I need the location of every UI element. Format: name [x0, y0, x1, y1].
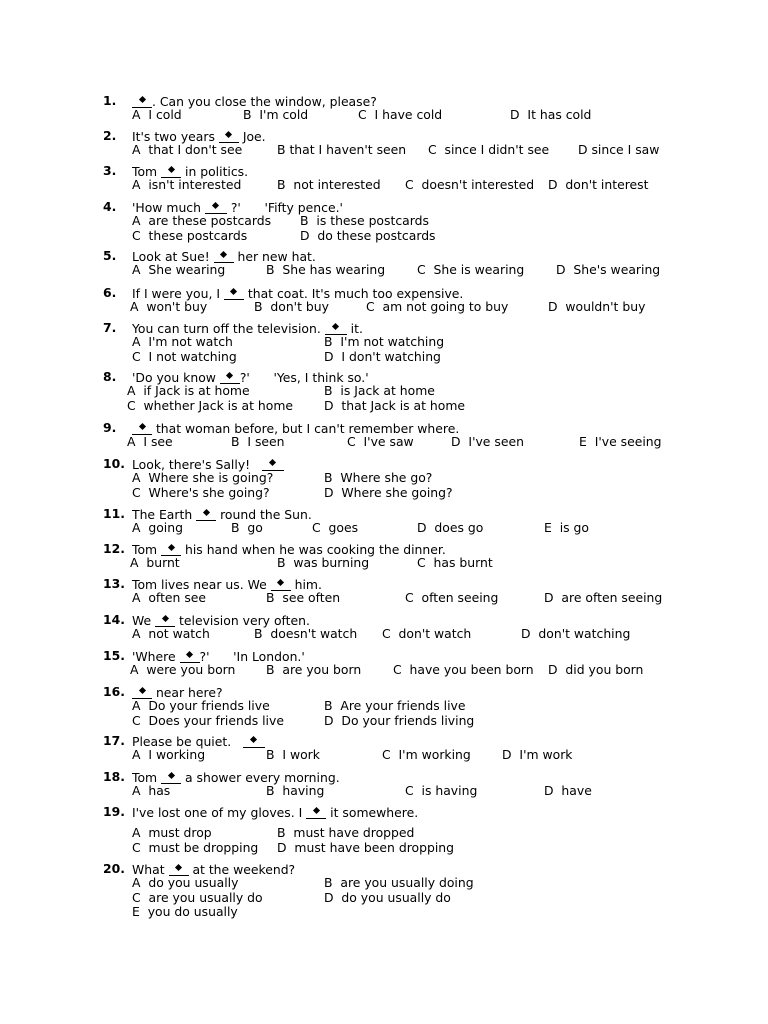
answer-option[interactable]: C Where's she going?: [132, 484, 270, 500]
answer-option[interactable]: C She is wearing: [417, 262, 525, 278]
answer-blank[interactable]: [325, 321, 347, 335]
stem-text-before: If I were you, I: [132, 286, 224, 301]
stem-text-before: It's two years: [132, 129, 219, 144]
answer-blank[interactable]: [214, 249, 234, 263]
answer-option[interactable]: A She wearing: [132, 262, 226, 278]
answer-option[interactable]: A not watch: [132, 626, 210, 642]
question-stem: [132, 862, 295, 876]
answer-option[interactable]: D Do your friends living: [324, 712, 475, 728]
answer-option[interactable]: B I'm not watching: [324, 334, 445, 350]
stem-text-after: television very often.: [175, 613, 310, 628]
answer-option[interactable]: B doesn't watch: [254, 626, 358, 642]
answer-option[interactable]: D does go: [417, 520, 484, 536]
blank-marker-icon: [203, 509, 210, 516]
answer-option[interactable]: C I've saw: [347, 434, 414, 450]
answer-option[interactable]: A must drop: [132, 825, 212, 841]
question-stem: [132, 370, 369, 384]
answer-option[interactable]: E I've seeing: [579, 434, 662, 450]
answer-option[interactable]: C are you usually do: [132, 889, 263, 905]
question-number: 15.: [103, 648, 125, 663]
question-number: 12.: [103, 541, 125, 556]
answer-option[interactable]: B Where she go?: [324, 470, 433, 486]
stem-text-after: her new hat.: [233, 249, 316, 264]
answer-option[interactable]: B not interested: [277, 177, 381, 193]
answer-option[interactable]: A that I don't see: [132, 142, 243, 158]
question-stem: [132, 129, 266, 143]
answer-option[interactable]: D since I saw: [578, 142, 660, 158]
answer-option[interactable]: D don't watching: [521, 626, 631, 642]
answer-option[interactable]: A I'm not watch: [132, 334, 233, 350]
stem-text-after: that woman before, but I can't remember where.: [152, 421, 460, 436]
answer-option[interactable]: A are these postcards: [132, 213, 272, 229]
answer-option[interactable]: A Where she is going?: [132, 470, 274, 486]
question-stem: [132, 457, 284, 471]
answer-option[interactable]: B is these postcards: [300, 213, 429, 229]
question-stem: [132, 577, 322, 591]
blank-marker-icon: [269, 459, 276, 466]
stem-text-before: You can turn off the television.: [132, 321, 325, 336]
answer-blank[interactable]: [169, 862, 189, 876]
blank-marker-icon: [225, 131, 232, 138]
answer-option[interactable]: E is go: [544, 520, 589, 536]
question-number: 9.: [103, 420, 117, 435]
answer-option[interactable]: C must be dropping: [132, 839, 259, 855]
answer-option[interactable]: B is Jack at home: [324, 383, 435, 399]
answer-option[interactable]: D that Jack is at home: [324, 397, 466, 413]
answer-option[interactable]: C am not going to buy: [366, 299, 509, 315]
answer-option[interactable]: E you do usually: [132, 903, 238, 919]
question-number: 5.: [103, 248, 117, 263]
blank-marker-icon: [186, 651, 193, 658]
answer-blank[interactable]: [196, 507, 216, 521]
answer-option[interactable]: A has: [132, 783, 171, 799]
blank-marker-icon: [168, 772, 175, 779]
stem-text-before: Tom: [132, 770, 162, 785]
stem-text-before: The Earth: [132, 507, 197, 522]
stem-text-before: 'Do you know: [132, 370, 220, 385]
answer-blank[interactable]: [205, 200, 227, 214]
answer-option[interactable]: A I working: [132, 747, 206, 763]
question-stem: [132, 321, 363, 335]
question-stem: [132, 734, 265, 748]
answer-blank[interactable]: [161, 770, 181, 784]
question-stem: [132, 805, 418, 819]
blank-marker-icon: [168, 166, 175, 173]
stem-text-after: Joe.: [238, 129, 266, 144]
answer-option[interactable]: D Where she going?: [324, 484, 453, 500]
question-stem: [132, 770, 340, 784]
answer-option[interactable]: D don't interest: [548, 177, 649, 193]
stem-text-after: it.: [346, 321, 363, 336]
blank-marker-icon: [175, 864, 182, 871]
question-number: 1.: [103, 93, 117, 108]
stem-text-after: him.: [290, 577, 322, 592]
answer-option[interactable]: B are you born: [266, 662, 362, 678]
answer-option[interactable]: D did you born: [548, 662, 644, 678]
answer-option[interactable]: B I seen: [231, 434, 285, 450]
question-number: 14.: [103, 612, 125, 627]
question-number: 7.: [103, 320, 117, 335]
answer-option[interactable]: C doesn't interested: [405, 177, 535, 193]
question-stem: [132, 200, 343, 214]
stem-text-before: Tom: [132, 542, 162, 557]
answer-option[interactable]: B see often: [266, 590, 341, 606]
stem-text-after: it somewhere.: [326, 805, 419, 820]
answer-blank[interactable]: [220, 370, 240, 384]
answer-blank[interactable]: [219, 129, 239, 143]
answer-option[interactable]: A do you usually: [132, 875, 239, 891]
stem-text-before: I've lost one of my gloves. I: [132, 805, 307, 820]
stem-text-before: 'How much: [132, 200, 205, 215]
blank-marker-icon: [220, 251, 227, 258]
answer-blank[interactable]: [132, 685, 152, 699]
question-stem: [132, 249, 316, 263]
answer-option[interactable]: A were you born: [130, 662, 236, 678]
answer-option[interactable]: C don't watch: [382, 626, 472, 642]
answer-option[interactable]: A I see: [127, 434, 173, 450]
question-number: 13.: [103, 576, 125, 591]
blank-marker-icon: [277, 579, 284, 586]
answer-option[interactable]: A often see: [132, 590, 207, 606]
answer-blank[interactable]: [180, 649, 200, 663]
answer-option[interactable]: D I've seen: [451, 434, 524, 450]
answer-option[interactable]: D wouldn't buy: [548, 299, 646, 315]
answer-option[interactable]: D It has cold: [510, 107, 592, 123]
answer-option[interactable]: D are often seeing: [544, 590, 663, 606]
answer-option[interactable]: C I'm working: [382, 747, 471, 763]
answer-option[interactable]: C is having: [405, 783, 478, 799]
stem-text-after: that coat. It's much too expensive.: [243, 286, 464, 301]
answer-option[interactable]: B that I haven't seen: [277, 142, 407, 158]
stem-text-before: What: [132, 862, 169, 877]
stem-text-before: We: [132, 613, 156, 628]
answer-option[interactable]: C whether Jack is at home: [127, 397, 294, 413]
answer-option[interactable]: C has burnt: [417, 555, 493, 571]
answer-option[interactable]: C I not watching: [132, 348, 237, 364]
answer-option[interactable]: C have you been born: [393, 662, 534, 678]
blank-marker-icon: [138, 687, 145, 694]
answer-blank[interactable]: [262, 457, 284, 471]
answer-blank[interactable]: [155, 613, 175, 627]
answer-option[interactable]: B I work: [266, 747, 320, 763]
blank-marker-icon: [162, 615, 169, 622]
answer-option[interactable]: D must have been dropping: [277, 839, 454, 855]
stem-text-before: 'Where: [132, 649, 180, 664]
stem-text-after: . Can you close the window, please?: [152, 94, 377, 109]
question-stem: [132, 542, 446, 556]
stem-text-after: ?' 'Yes, I think so.': [239, 370, 369, 385]
question-stem: [132, 164, 248, 178]
blank-marker-icon: [168, 544, 175, 551]
question-number: 3.: [103, 163, 117, 178]
question-number: 8.: [103, 369, 117, 384]
stem-text-after: his hand when he was cooking the dinner.: [181, 542, 446, 557]
blank-marker-icon: [212, 202, 219, 209]
question-stem: [132, 94, 377, 108]
question-stem: [132, 507, 312, 521]
stem-text-before: Look, there's Sally!: [132, 457, 262, 472]
answer-option[interactable]: B don't buy: [254, 299, 329, 315]
answer-option[interactable]: B go: [231, 520, 263, 536]
answer-option[interactable]: B I'm cold: [243, 107, 309, 123]
stem-text-after: round the Sun.: [216, 507, 312, 522]
stem-text-after: ?' 'In London.': [199, 649, 305, 664]
answer-option[interactable]: C I have cold: [358, 107, 443, 123]
answer-option[interactable]: D I don't watching: [324, 348, 441, 364]
answer-option[interactable]: A I cold: [132, 107, 182, 123]
stem-text-after: near here?: [152, 685, 223, 700]
answer-option[interactable]: A isn't interested: [132, 177, 242, 193]
blank-marker-icon: [230, 288, 237, 295]
stem-text-after: ?' 'Fifty pence.': [226, 200, 343, 215]
answer-option[interactable]: D do you usually do: [324, 889, 451, 905]
stem-text-before: Please be quiet.: [132, 734, 243, 749]
answer-blank[interactable]: [161, 542, 181, 556]
answer-option[interactable]: B must have dropped: [277, 825, 415, 841]
answer-option[interactable]: C often seeing: [405, 590, 499, 606]
stem-text-after: a shower every morning.: [181, 770, 340, 785]
question-stem: [132, 286, 463, 300]
stem-text-before: Look at Sue!: [132, 249, 214, 264]
question-number: 6.: [103, 285, 117, 300]
question-number: 4.: [103, 199, 117, 214]
blank-marker-icon: [332, 323, 339, 330]
question-number: 20.: [103, 861, 125, 876]
question-stem: [132, 613, 310, 627]
answer-option[interactable]: B Are your friends live: [324, 698, 466, 714]
answer-blank[interactable]: [243, 734, 265, 748]
answer-option[interactable]: D do these postcards: [300, 227, 436, 243]
question-number: 11.: [103, 506, 125, 521]
stem-text-after: at the weekend?: [188, 862, 296, 877]
answer-option[interactable]: B are you usually doing: [324, 875, 474, 891]
blank-marker-icon: [138, 423, 145, 430]
blank-marker-icon: [250, 736, 257, 743]
answer-option[interactable]: C since I didn't see: [428, 142, 550, 158]
answer-option[interactable]: D She's wearing: [556, 262, 661, 278]
answer-option[interactable]: C Does your friends live: [132, 712, 284, 728]
question-number: 10.: [103, 456, 125, 471]
question-number: 2.: [103, 128, 117, 143]
question-stem: [132, 421, 459, 435]
question-number: 19.: [103, 804, 125, 819]
blank-marker-icon: [226, 372, 233, 379]
answer-blank[interactable]: [306, 805, 326, 819]
answer-option[interactable]: D I'm work: [502, 747, 573, 763]
answer-option[interactable]: A going: [132, 520, 183, 536]
question-number: 16.: [103, 684, 125, 699]
stem-text-before: Tom: [132, 164, 162, 179]
answer-option[interactable]: A Do your friends live: [132, 698, 270, 714]
answer-blank[interactable]: [132, 421, 152, 435]
answer-blank[interactable]: [224, 286, 244, 300]
answer-option[interactable]: A won't buy: [130, 299, 208, 315]
answer-blank[interactable]: [161, 164, 181, 178]
blank-marker-icon: [313, 807, 320, 814]
answer-option[interactable]: B was burning: [277, 555, 370, 571]
answer-option[interactable]: C these postcards: [132, 227, 248, 243]
blank-marker-icon: [138, 96, 145, 103]
answer-option[interactable]: B She has wearing: [266, 262, 386, 278]
stem-text-after: in politics.: [181, 164, 249, 179]
answer-blank[interactable]: [132, 94, 152, 108]
answer-blank[interactable]: [271, 577, 291, 591]
question-stem: [132, 685, 223, 699]
answer-option[interactable]: B having: [266, 783, 325, 799]
question-number: 18.: [103, 769, 125, 784]
answer-option[interactable]: C goes: [312, 520, 359, 536]
answer-option[interactable]: A burnt: [130, 555, 180, 571]
question-stem: [132, 649, 305, 663]
answer-option[interactable]: D have: [544, 783, 592, 799]
stem-text-before: Tom lives near us. We: [132, 577, 271, 592]
answer-option[interactable]: A if Jack is at home: [127, 383, 250, 399]
question-number: 17.: [103, 733, 125, 748]
